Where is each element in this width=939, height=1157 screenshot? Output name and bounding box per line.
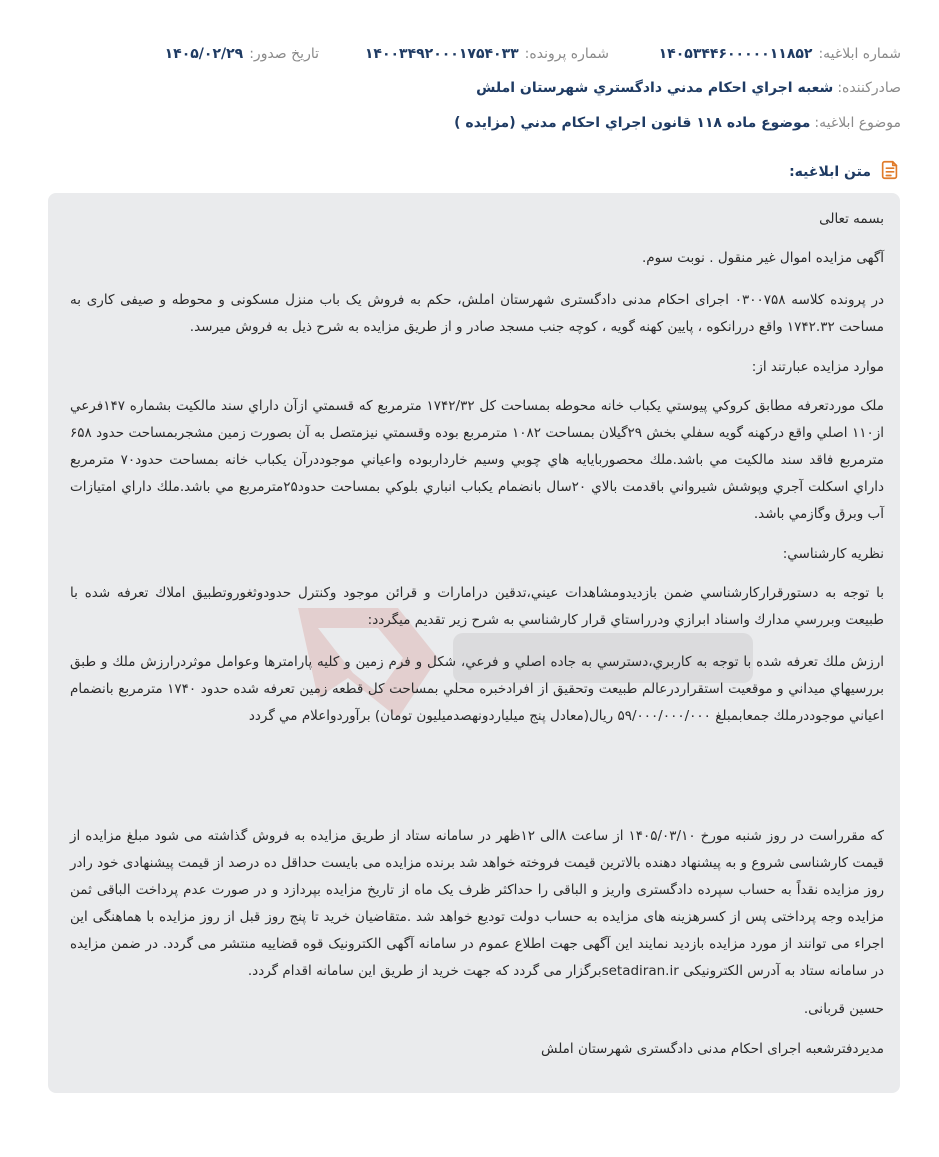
notice-number	[659, 46, 901, 62]
body-paragraph-auction-terms: که مقرراست در روز شنبه مورخ ۱۴۰۵/۰۳/۱۰ از ساعت ۸الی ۱۲ظهر در سامانه ستاد از طریق مزایده به فروش گذاشته می شود مبلغ مزایده از قیمت کارشناسی شروع و به پیشنهاد دهنده بالاترین قیمت فروخته خواهد شد برنده مزایده می بایست حداقل ده درصد از قیمت پیشنهادی خود رادر روز مزایده نقداً به حساب سپرده دادگستری واریز و الباقی را حداکثر ظرف یک ماه از تاریخ مزایده بپردازد و در صورت عدم پرداخت الباقی ثمن مزایده وجه پرداختی پس از کسرهزینه های مزایده به حساب دولت توديع خواهد شد .متقاضیان خرید تا پنج روز قبل از روز مزایده با هماهنگی این اجراء می توانند از مورد مزایده بازدید نمایند این آگهی جهت اطلاع عموم در سامانه آگهی الکترونیک قوه قضاییه منتشر می گردد. در ضمن مزایده در سامانه ستاد به آدرس الکترونیکی setadiran.irبرگزار می گردد که جهت خرید از طریق این سامانه اقدام گردد.	[70, 828, 884, 979]
case-number-value: ۱۴۰۰۳۴۹۲۰۰۰۱۷۵۴۰۳۳	[364, 46, 519, 62]
body-paragraph-valuation: ارزش ملك تعرفه شده با توجه به كاربري،دسترسي به جاده اصلي و فرعي، شكل و فرم زمين و كليه پارامترها وعوامل موثردرارزش ملك و طبق بررسيهاي ميداني و موقعيت استقراردرعالم طبيعت وتحقيق از افرادخبره محلي بمساحت كل قطعه زمين تعرفه شده حدود ۱۷۴۰ مترمربع بانضمام اعياني موجوددرملك جمعابمبلغ ۵۹/۰۰۰/۰۰۰/۰۰۰ ريال(معادل پنج ميلياردونهصدميليون تومان) برآوردواعلام مي گردد	[70, 654, 884, 724]
body-paragraph-expert-intro: با توجه به دستورقراركارشناسي ضمن بازديدومشاهدات عيني،تدقين درامارات و قرائن موجود وكنترل حدودوثغوروتطبيق املاك تعرفه شده با طبيعت وبررسي مدارك واسناد ابرازي ودرراستاي قرار كارشناسي به شرح زير تقديم ميگردد:	[70, 585, 884, 628]
issue-date-value: ۱۴۰۵/۰۲/۲۹	[164, 46, 244, 62]
body-paragraph-property-description: ملک موردتعرفه مطابق كروكي پيوستي يكباب خانه محوطه بمساحت كل ۱۷۴۲/۳۲ مترمربع كه قسمتي ازآن داراي سند مالكيت بشماره ۱۴۷فرعي از۱۱۰ اصلي واقع دركهنه گويه سفلي بخش ۲۹گيلان بمساحت ۱۰۸۲ مترمربع بوده وقسمتي نيزمتصل به آن بصورت زمين مشجربمساحت حدود ۶۵۸ مترمربع فاقد سند مالكيت مي باشد.ملك محصوربايايه هاي چوبي وسيم خارداربوده واعياني موجوددرآن يكباب خانه بمساحت حدود۷۰ مترمربع داراي اسكلت آجري وپوشش شيرواني باقدمت بالاي ۲۰سال بانضمام يكباب انباري بلوكي بمساحت حدود۲۵مترمربع مي باشد.ملك داراي امتيازات آب وبرق وگازمي باشد.	[70, 398, 885, 522]
notice-meta-row	[0, 40, 939, 70]
body-paragraph-salutation: بسمه تعالی	[819, 211, 884, 227]
issue-date-label: تاریخ صدور:	[249, 46, 319, 62]
subject-line	[454, 115, 901, 131]
body-paragraph-title: آگهی مزایده اموال غیر منقول . نوبت سوم.	[641, 250, 884, 266]
case-number	[365, 46, 609, 62]
body-paragraph-office: مدیردفترشعبه اجرای احکام مدنی دادگستری شهرستان املش	[541, 1041, 884, 1057]
notice-text-title: متن ابلاغیه:	[789, 164, 871, 180]
subject-value: موضوع ماده ۱۱۸ قانون اجراي احكام مدني (مزايده )	[454, 115, 811, 131]
issuer-label: صادرکننده:	[837, 80, 901, 96]
notice-number-value: ۱۴۰۵۳۴۴۶۰۰۰۰۰۱۱۸۵۲	[658, 46, 813, 62]
subject-label: موضوع ابلاغیه:	[814, 115, 901, 131]
case-number-label: شماره پرونده:	[524, 46, 609, 62]
body-paragraph-case: در پرونده کلاسه ۰۳۰۰۷۵۸ اجرای احکام مدنی دادگستری شهرستان املش، حکم به فروش یک باب منزل مسکونی و محوطه و صیفی کاری به مساحت ۱۷۴۲.۳۲ واقع دررانکوه ، پایین کهنه گویه ، کوچه جنب مسجد صادر و از طریق مزایده به شرح ذیل به فروش میرسد.	[70, 292, 885, 335]
notice-text-icon	[879, 159, 901, 185]
issuer-value: شعبه اجراي احكام مدني دادگستري شهرستان املش	[476, 80, 834, 96]
body-paragraph-signatory: حسین قربانی.	[803, 1001, 884, 1017]
body-paragraph-expert-heading: نظریه کارشناسي:	[782, 546, 884, 562]
issuer-line	[476, 80, 901, 96]
notice-number-label: شماره ابلاغیه:	[818, 46, 901, 62]
notice-text-heading	[789, 160, 901, 184]
issue-date	[165, 46, 319, 62]
notice-body	[48, 193, 900, 1093]
body-paragraph-items-heading: موارد مزایده عبارتند از:	[751, 359, 884, 375]
